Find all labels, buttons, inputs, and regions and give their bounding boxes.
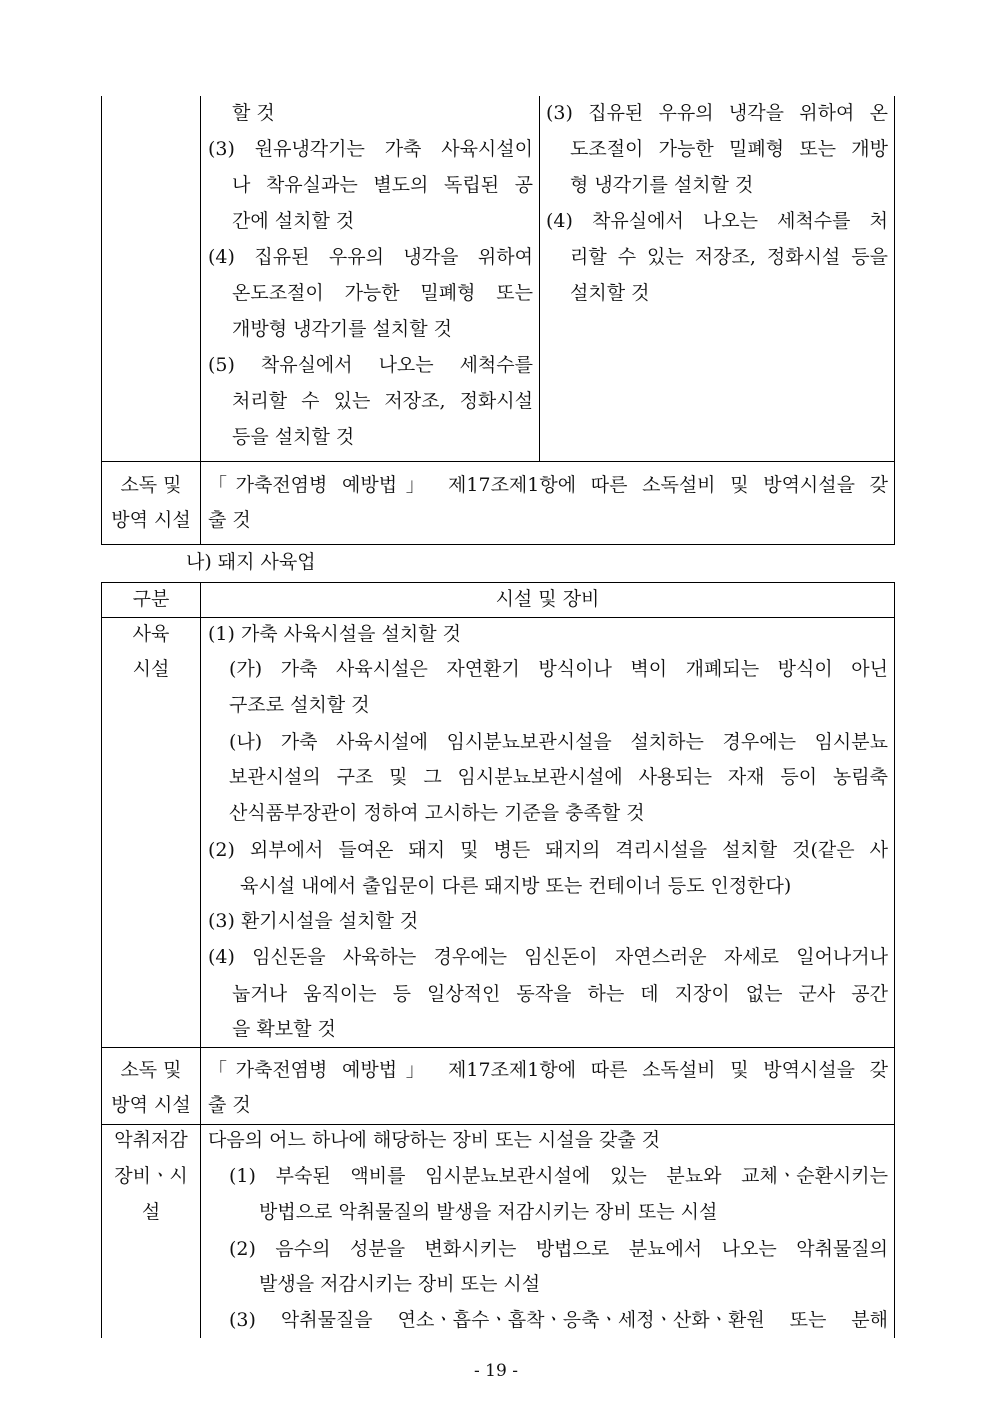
text-line: (3) 악취물질을 연소ㆍ흡수ㆍ흡착ㆍ응축ㆍ세정ㆍ산화ㆍ환원 또는 분해 bbox=[229, 1309, 888, 1331]
section-title: 나) 돼지 사육업 bbox=[186, 551, 316, 573]
text-line: 도조절이 가능한 밀폐형 또는 개방 bbox=[570, 138, 888, 160]
text-line: 육시설 내에서 출입문이 다른 돼지방 또는 컨테이너 등도 인정한다) bbox=[240, 875, 792, 897]
text-line: 온도조절이 가능한 밀폐형 또는 bbox=[232, 282, 533, 304]
text-line: (5) 착유실에서 나오는 세척수를 bbox=[208, 354, 533, 376]
row-label-disinfect: 방역 시설 bbox=[111, 1094, 191, 1116]
row-label-odor: 설 bbox=[141, 1201, 161, 1223]
row-label-odor: 장비ㆍ시 bbox=[114, 1165, 188, 1187]
text-line: (3) 환기시설을 설치할 것 bbox=[208, 910, 419, 932]
text-line: 간에 설치할 것 bbox=[232, 210, 355, 232]
text-line: 형 냉각기를 설치할 것 bbox=[570, 174, 754, 196]
disinfect-text: 출 것 bbox=[208, 1094, 251, 1116]
text-line: 다음의 어느 하나에 해당하는 장비 또는 시설을 갖출 것 bbox=[208, 1129, 661, 1151]
header-category: 구분 bbox=[132, 588, 170, 610]
text-line: 보관시설의 구조 및 그 임시분뇨보관시설에 사용되는 자재 등이 농림축 bbox=[229, 766, 888, 788]
text-line: (나) 가축 사육시설에 임시분뇨보관시설을 설치하는 경우에는 임시분뇨 bbox=[229, 731, 888, 753]
row-label-disinfect: 소독 및 bbox=[120, 474, 182, 496]
text-line: (2) 음수의 성분을 변화시키는 방법으로 분뇨에서 나오는 악취물질의 bbox=[229, 1238, 888, 1260]
text-line: 처리할 수 있는 저장조, 정화시설 bbox=[232, 390, 533, 412]
text-line: 등을 설치할 것 bbox=[232, 426, 355, 448]
row-label-rearing: 사육 bbox=[132, 623, 170, 645]
text-line: (3) 집유된 우유의 냉각을 위하여 온 bbox=[546, 102, 888, 124]
row-label-disinfect: 소독 및 bbox=[120, 1059, 182, 1081]
text-line: 발생을 저감시키는 장비 또는 시설 bbox=[259, 1273, 541, 1295]
text-line: 을 확보할 것 bbox=[232, 1018, 336, 1040]
text-line: 구조로 설치할 것 bbox=[229, 694, 370, 716]
text-line: (가) 가축 사육시설은 자연환기 방식이나 벽이 개폐되는 방식이 아닌 bbox=[229, 658, 888, 680]
text-line: (4) 임신돈을 사육하는 경우에는 임신돈이 자연스러운 자세로 일어나거나 bbox=[208, 946, 888, 968]
header-facilities: 시설 및 장비 bbox=[495, 588, 600, 610]
text-line: (2) 외부에서 들여온 돼지 및 병든 돼지의 격리시설을 설치할 것(같은 사 bbox=[208, 839, 888, 861]
text-line: (4) 착유실에서 나오는 세척수를 처 bbox=[546, 210, 888, 232]
text-line: 할 것 bbox=[232, 102, 275, 124]
disinfect-text: 「가축전염병 예방법」 제17조제1항에 따른 소독설비 및 방역시설을 갖 bbox=[208, 1059, 888, 1081]
text-line: 설치할 것 bbox=[570, 282, 650, 304]
text-line: 산식품부장관이 정하여 고시하는 기준을 충족할 것 bbox=[229, 802, 645, 824]
row-label-odor: 악취저감 bbox=[114, 1129, 188, 1151]
text-line: (1) 가축 사육시설을 설치할 것 bbox=[208, 623, 461, 645]
row-label-disinfect: 방역 시설 bbox=[111, 509, 191, 531]
text-line: 개방형 냉각기를 설치할 것 bbox=[232, 318, 453, 340]
text-line: (4) 집유된 우유의 냉각을 위하여 bbox=[208, 246, 533, 268]
text-line: 방법으로 악취물질의 발생을 저감시키는 장비 또는 시설 bbox=[259, 1201, 718, 1223]
text-line: (1) 부숙된 액비를 임시분뇨보관시설에 있는 분뇨와 교체ㆍ순환시키는 bbox=[229, 1165, 888, 1187]
text-line: (3) 원유냉각기는 가축 사육시설이 bbox=[208, 138, 533, 160]
text-line: 눕거나 움직이는 등 일상적인 동작을 하는 데 지장이 없는 군사 공간 bbox=[232, 983, 888, 1005]
page-number: - 19 - bbox=[474, 1361, 518, 1381]
text-line: 리할 수 있는 저장조, 정화시설 등을 bbox=[570, 246, 888, 268]
disinfect-text: 출 것 bbox=[208, 509, 251, 531]
disinfect-text: 「가축전염병 예방법」 제17조제1항에 따른 소독설비 및 방역시설을 갖 bbox=[208, 474, 888, 496]
text-line: 나 착유실과는 별도의 독립된 공 bbox=[232, 174, 533, 196]
row-label-rearing: 시설 bbox=[132, 658, 170, 680]
